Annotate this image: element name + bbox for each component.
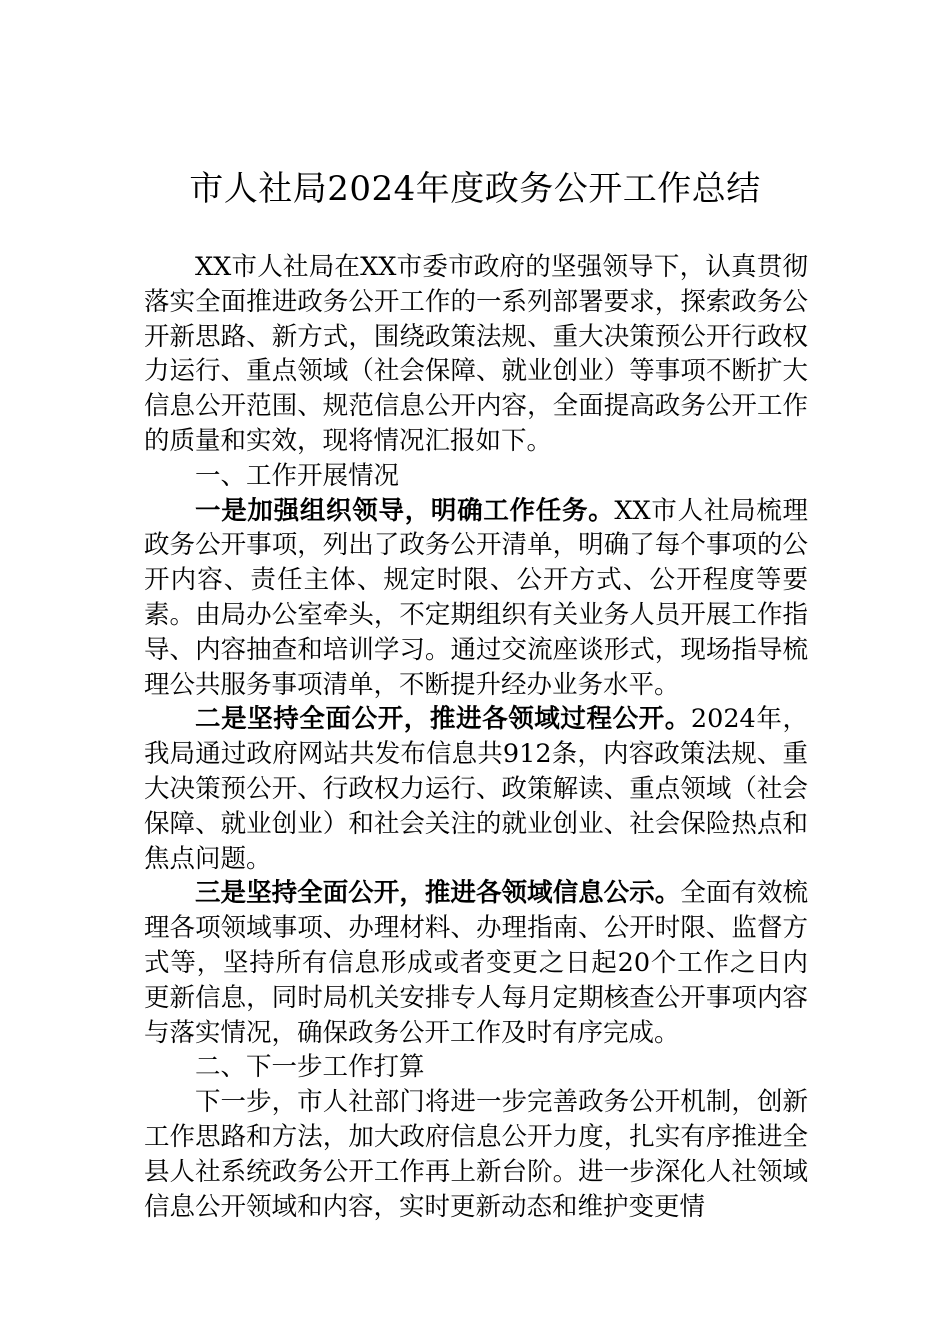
paragraph-next-steps — [144, 1085, 808, 1224]
paragraph-lead: 三是坚持全面公开，推进各领域信息公示。 — [195, 878, 681, 909]
paragraph-text: 全面有效梳理各项领域事项、办理材料、办理指南、公开时限、监督方式等，坚持所有信息形成或者变更之日起20个工作之日内更新信息，同时局机关安排专人每月定期核查公开事项内容与落实情况，确保政务公开工作及时有序完成。 — [144, 878, 808, 1048]
section-heading-text: 一、工作开展情况 — [195, 460, 400, 491]
section-heading-next-steps — [144, 1050, 808, 1085]
section-heading-text: 二、下一步工作打算 — [195, 1052, 425, 1083]
paragraph-point-two — [144, 702, 808, 876]
paragraph-text: 下一步，市人社部门将进一步完善政务公开机制，创新工作思路和方法，加大政府信息公开力度，扎实有序推进全县人社系统政务公开工作再上新台阶。进一步深化人社领域信息公开领域和内容，实时更新动态和维护变更情 — [144, 1087, 808, 1222]
paragraph-text: XX市人社局在XX市委市政府的坚强领导下，认真贯彻落实全面推进政务公开工作的一系列部署要求，探索政务公开新思路、新方式，围绕政策法规、重大决策预公开行政权力运行、重点领域（社会保障、就业创业）等事项不断扩大信息公开范围、规范信息公开内容，全面提高政务公开工作的质量和实效，现将情况汇报如下。 — [144, 252, 808, 456]
paragraph-point-three — [144, 876, 808, 1050]
paragraph-lead: 二是坚持全面公开，推进各领域过程公开。 — [195, 704, 691, 735]
paragraph-point-one — [144, 494, 808, 703]
section-heading-progress — [144, 459, 808, 494]
document-body — [144, 250, 808, 1224]
document-title: 市人社局2024年度政务公开工作总结 — [189, 169, 761, 209]
paragraph-intro — [144, 250, 808, 459]
paragraph-text: XX市人社局梳理政务公开事项，列出了政务公开清单，明确了每个事项的公开内容、责任主体、规定时限、公开方式、公开程度等要素。由局办公室牵头，不定期组织有关业务人员开展工作指导、内容抽查和培训学习。通过交流座谈形式，现场指导梳理公共服务事项清单，不断提升经办业务水平。 — [144, 495, 808, 700]
paragraph-lead: 一是加强组织领导，明确工作任务。 — [195, 495, 615, 526]
paragraph-text: 2024年，我局通过政府网站共发布信息共912条，内容政策法规、重大决策预公开、行政权力运行、政策解读、重点领域（社会保障、就业创业）和社会关注的就业创业、社会保险热点和焦点问题。 — [144, 704, 808, 874]
